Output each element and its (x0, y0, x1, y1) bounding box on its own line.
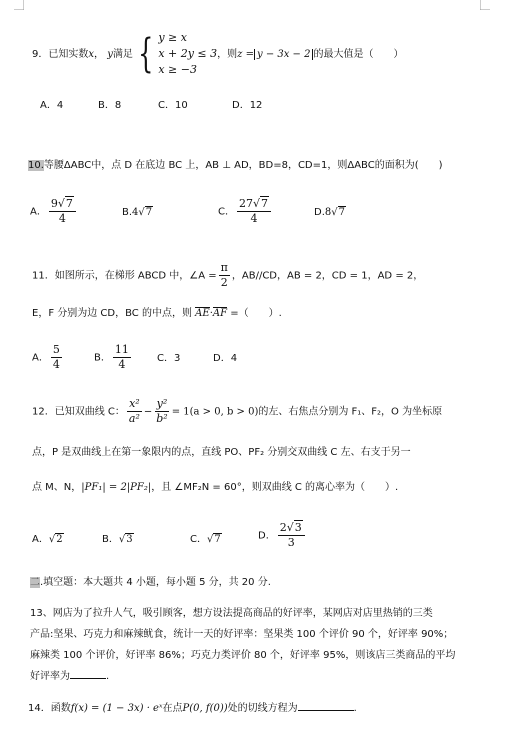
q10-option-b-rad: 7 (145, 207, 153, 218)
q12-frac1-num: x² (127, 398, 142, 412)
q11-option-b-den: 4 (118, 358, 126, 372)
q11-angle-den: 2 (220, 276, 228, 290)
q11-vector-af: AF (212, 308, 228, 319)
q10-option-a-den: 4 (58, 212, 66, 226)
q11-option-a-num: 5 (51, 344, 62, 358)
q11-option-a-den: 4 (52, 358, 60, 372)
q9-satisfies: 满足 (112, 49, 133, 60)
section2-text: .填空题：本大题共 4 小题，每小题 5 分，共 20 分. (40, 577, 271, 588)
q11-option-a (32, 344, 64, 371)
q13-line3: 麻辣类 100 个评价，好评率 86%；巧克力类评价 80 个，好评率 95%，则该店三类商品的平均 (30, 650, 456, 661)
q10-option-c-den: 4 (250, 212, 258, 226)
q9-var-x: x (88, 49, 95, 60)
q10-option-b-coef: 4 (132, 207, 139, 218)
q11-option-a-label: A． (32, 352, 49, 364)
corner-mark-top-left (14, 0, 24, 10)
q12-option-b-label: B． (102, 534, 119, 545)
q11-stem-line2 (32, 308, 282, 320)
q12-option-d-label: D． (258, 530, 276, 542)
q12-option-b-rad: 3 (126, 534, 133, 545)
corner-mark-top-right (480, 0, 490, 10)
q12-minus: − (143, 406, 153, 418)
q12-condition: |PF₁| = 2|PF₂| (81, 482, 152, 493)
q10-option-c: C． $\frac{27√7}{4}$ (218, 198, 273, 225)
q11-angle-num: π (219, 262, 230, 276)
q10-option-d-label: D. (314, 207, 325, 218)
q12-stem-line3 (32, 482, 398, 494)
q12-option-d-rad: 3 (294, 521, 302, 534)
q10-option-a-rad: 7 (65, 197, 73, 210)
q14-point: P(0, f(0)) (182, 703, 228, 714)
q12-option-c: C．√7 (190, 534, 221, 545)
q12-text-d: ，且 ∠MF₂N = 60°，则双曲线 C 的离心率为（ ）. (151, 482, 399, 493)
q10-option-b: B.4√7 (122, 207, 153, 218)
q12-frac2-den: b² (156, 412, 168, 426)
q10-option-a-num: 9 (50, 197, 58, 210)
q11-option-c: C．3 (157, 353, 181, 364)
q9-cond-2: x + 2y ≤ 3 (158, 47, 218, 60)
q12-text-b: 的左、右焦点分别为 F₁、F₂，O 为坐标原 (258, 406, 443, 418)
q11-text-b: ，AB//CD，AB = 2，CD = 1，AD = 2， (231, 270, 424, 282)
q11-stem (32, 262, 423, 289)
q10-option-d-rad: 7 (338, 207, 346, 218)
q9-comma: ， (94, 49, 105, 60)
q10-option-a: A． $\frac{9√7}{4}$ (30, 198, 78, 225)
q9-text-a: 9．已知实数 (32, 49, 89, 60)
q12-frac2-num: y² (155, 398, 170, 412)
q12-option-d-num: 2 (279, 521, 287, 534)
q12-option-b: B．√3 (102, 534, 133, 545)
q11-option-b-num: 11 (113, 344, 131, 358)
q10-option-c-rad: 7 (261, 197, 268, 210)
q9-then: ，则 (217, 49, 238, 60)
q13-line2: 产品:坚果、巧克力和麻辣鱿食，统计一天的好评率：坚果类 100 个评价 90 个，好评率 90%； (30, 629, 454, 640)
q10-option-c-label: C． (218, 206, 235, 218)
q9-stem (32, 30, 403, 78)
q10-text: 等腰ΔABC中，点 D 在底边 BC 上，AB ⊥ AD，BD=8，CD=1，则ΔABC的面积为( ) (43, 160, 443, 171)
q10-option-b-label: B. (122, 207, 133, 218)
q10-option-c-num: 27 (238, 197, 253, 210)
q9-option-d: D．12 (232, 100, 263, 111)
q9-option-b: B．8 (98, 100, 122, 111)
q13-line1: 13、网店为了拉升人气，吸引顾客，想方设法提高商品的好评率，某网店对店里热销的三类 (30, 608, 433, 619)
q14-text-b: 在点 (162, 703, 183, 714)
q12-frac1-den: a² (128, 412, 140, 426)
section2-heading (30, 577, 271, 589)
q9-constraint-system: { y ≥ x x + 2y ≤ 3 x ≥ −3 (137, 31, 218, 77)
q12-eq-cond: = 1(a > 0, b > 0) (171, 406, 259, 418)
q11-option-b (94, 344, 133, 371)
q12-text-a: 12．已知双曲线 C： (32, 406, 125, 418)
q10-stem (28, 160, 443, 172)
q12-option-c-rad: 7 (214, 534, 221, 545)
q14-function: f(x) = (1 − 3x) · eˣ (70, 703, 163, 714)
q10-option-d-coef: 8 (324, 207, 332, 218)
q12-stem-line2: 点，P 是双曲线上在第一象限内的点，直线 PO、PF₂ 分别交双曲线 C 左、右支于另一 (32, 447, 411, 458)
q9-var-y: y (107, 49, 113, 60)
q11-option-d: D．4 (213, 353, 238, 364)
q9-z-eq: z = (237, 49, 254, 60)
q11-option-b-label: B． (94, 352, 111, 364)
q12-option-d: D． $\frac{2√3}{3}$ (258, 522, 307, 549)
q9-cond-1: y ≥ x (158, 31, 187, 44)
q10-option-a-label: A． (30, 206, 47, 218)
q14-text-c: 处的切线方程为 (227, 703, 298, 714)
q11-vector-ae: AE (195, 308, 210, 319)
q9-abs-expr: y − 3x − 2 (254, 49, 314, 60)
section2-number: 二 (30, 577, 40, 588)
q10-number: 10. (28, 160, 44, 171)
q11-text-c: E，F 分别为边 CD，BC 的中点，则 (32, 308, 192, 319)
q14-stem (28, 701, 357, 715)
q12-option-c-label: C． (190, 534, 207, 545)
q13-text: 好评率为 (30, 671, 70, 682)
q10-option-d: D.8√7 (314, 207, 346, 218)
q12-option-a: A．√2 (32, 534, 63, 545)
q11-dot: · (209, 308, 213, 319)
q12-option-a-rad: 2 (56, 534, 63, 545)
q12-stem (32, 398, 442, 425)
q12-option-d-den: 3 (287, 536, 295, 550)
q12-text-c: 点 M、N， (32, 482, 82, 493)
q9-option-c: C．10 (158, 100, 188, 111)
q14-answer-blank[interactable] (298, 701, 354, 711)
q14-text-a: 14．函数 (28, 703, 71, 714)
q9-option-a: A．4 (40, 100, 64, 111)
q14-end: . (353, 703, 357, 714)
q9-text-b: 的最大值是（ ） (313, 49, 404, 60)
q9-cond-3: x ≥ −3 (158, 63, 197, 76)
q12-option-a-label: A． (32, 534, 49, 545)
q11-text-d: =（ ）. (230, 308, 282, 319)
q13-answer-blank[interactable] (70, 669, 106, 679)
q11-text-a: 11．如图所示，在梯形 ABCD 中，∠A = (32, 270, 217, 282)
q13-line4: 好评率为 . (30, 671, 110, 682)
